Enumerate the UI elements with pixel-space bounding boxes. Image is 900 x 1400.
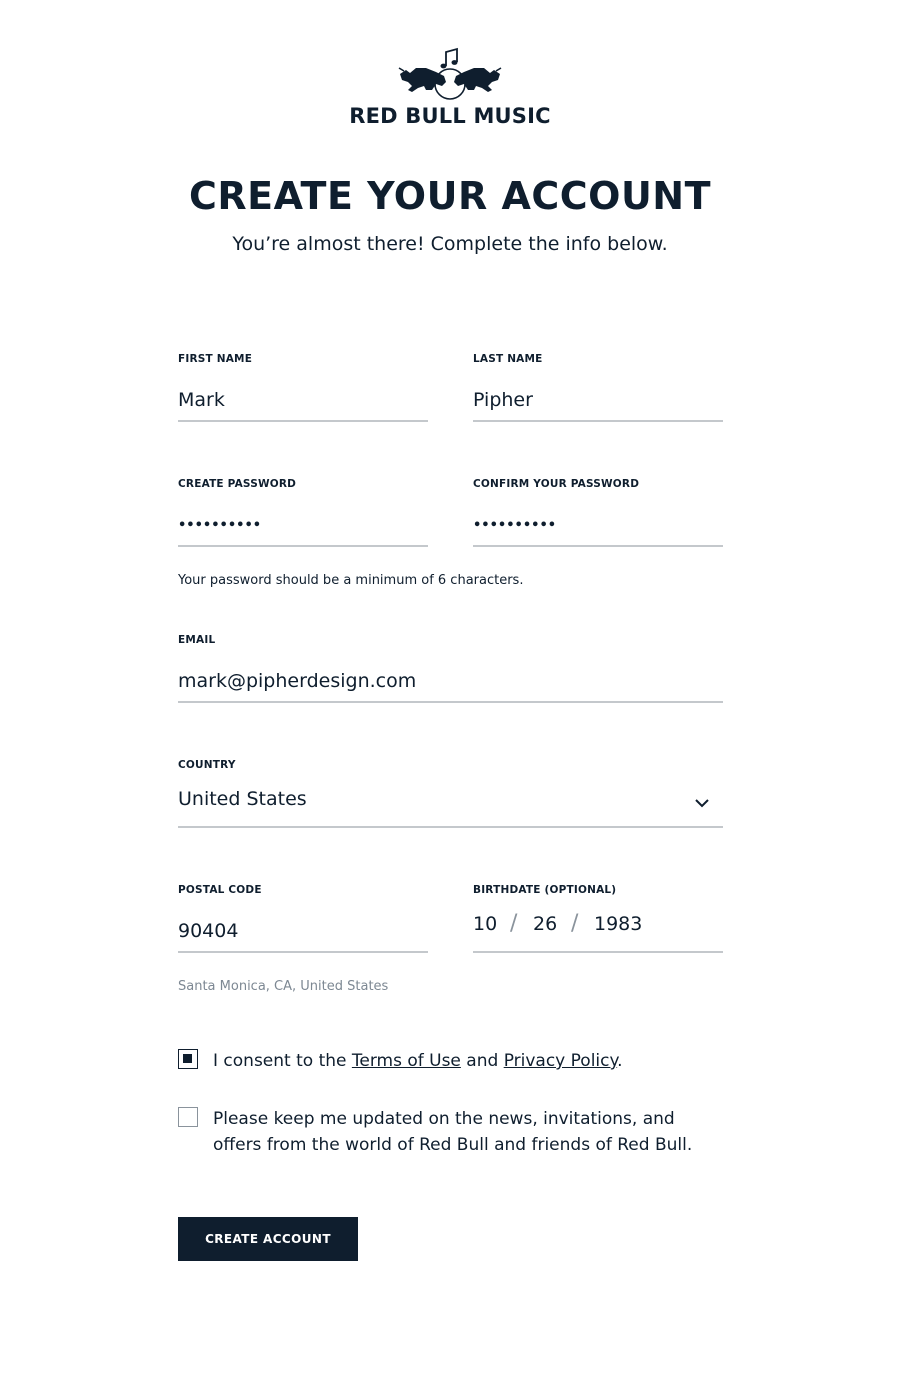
create-password-field bbox=[178, 478, 428, 553]
birthdate-input-group bbox=[473, 911, 723, 953]
password-hint: Your password should be a minimum of 6 characters. bbox=[178, 573, 524, 588]
first-name-label: FIRST NAME bbox=[178, 353, 253, 365]
last-name-label: LAST NAME bbox=[473, 353, 543, 365]
last-name-input[interactable] bbox=[473, 380, 723, 422]
chevron-down-icon bbox=[695, 796, 709, 810]
country-label: COUNTRY bbox=[178, 759, 236, 771]
country-value: United States bbox=[178, 788, 307, 810]
brand-logo bbox=[0, 46, 900, 128]
confirm-password-label: CONFIRM YOUR PASSWORD bbox=[473, 478, 640, 490]
postal-code-label: POSTAL CODE bbox=[178, 884, 262, 896]
birthdate-month-input[interactable]: 10 bbox=[473, 913, 498, 935]
confirm-password-field bbox=[473, 478, 723, 553]
date-separator: / bbox=[510, 911, 518, 936]
consent-prefix: I consent to the bbox=[213, 1051, 352, 1071]
terms-of-use-link[interactable]: Terms of Use bbox=[351, 1051, 461, 1071]
birthdate-label: BIRTHDATE (OPTIONAL) bbox=[473, 884, 617, 896]
confirm-password-input[interactable] bbox=[473, 505, 723, 547]
newsletter-row bbox=[178, 1107, 723, 1159]
birthdate-field bbox=[473, 884, 723, 959]
first-name-field bbox=[178, 353, 428, 428]
consent-suffix: . bbox=[617, 1051, 623, 1071]
create-password-input[interactable] bbox=[178, 505, 428, 547]
brand-name: RED BULL MUSIC bbox=[349, 104, 551, 128]
date-separator: / bbox=[571, 911, 579, 936]
consent-row bbox=[178, 1049, 723, 1075]
postal-code-input[interactable] bbox=[178, 911, 428, 953]
consent-checkbox[interactable] bbox=[178, 1049, 198, 1069]
first-name-input[interactable] bbox=[178, 380, 428, 422]
page-title: CREATE YOUR ACCOUNT bbox=[188, 174, 712, 218]
email-input[interactable] bbox=[178, 661, 723, 703]
last-name-field bbox=[473, 353, 723, 428]
country-field bbox=[178, 759, 723, 834]
email-field bbox=[178, 634, 723, 709]
consent-text bbox=[213, 1048, 713, 1074]
page-subtitle: You’re almost there! Complete the info below. bbox=[232, 233, 668, 255]
create-password-label: CREATE PASSWORD bbox=[178, 478, 297, 490]
checkbox-checked-indicator bbox=[183, 1054, 192, 1063]
postal-code-field bbox=[178, 884, 428, 959]
newsletter-text: Please keep me updated on the news, invitations, and offers from the world of Red Bull and friends of Red Bull. bbox=[213, 1109, 693, 1155]
privacy-policy-link[interactable]: Privacy Policy bbox=[503, 1051, 618, 1071]
create-account-button[interactable]: CREATE ACCOUNT bbox=[178, 1217, 358, 1261]
location-hint: Santa Monica, CA, United States bbox=[178, 979, 389, 994]
birthdate-year-input[interactable]: 1983 bbox=[594, 913, 643, 935]
birthdate-day-input[interactable]: 26 bbox=[533, 913, 558, 935]
email-label: EMAIL bbox=[178, 634, 216, 646]
consent-middle: and bbox=[460, 1051, 504, 1071]
country-select[interactable] bbox=[178, 786, 723, 828]
red-bull-logo-icon bbox=[396, 46, 504, 102]
newsletter-checkbox[interactable] bbox=[178, 1107, 198, 1127]
